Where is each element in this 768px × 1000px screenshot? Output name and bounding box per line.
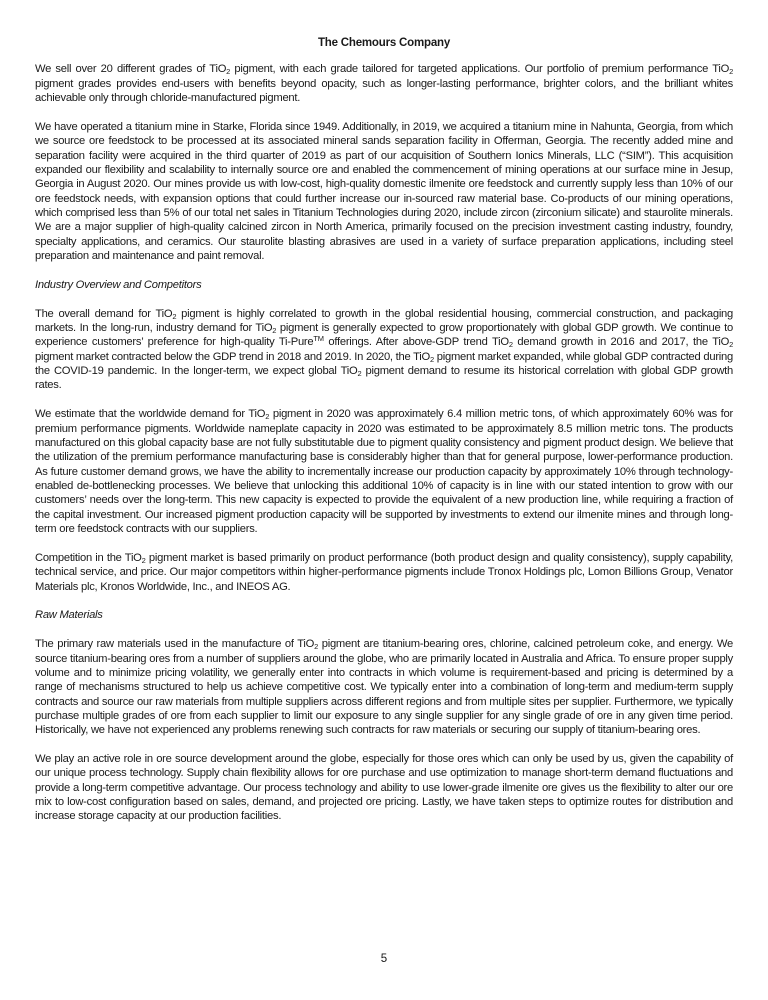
industry-paragraph-competition: Competition in the TiO$_2$ pigment market is based primarily on product performance (both product design and quality consistency), supply capability, technical service, and price. Our major competitors within higher-performance pigments include Tronox Holdings plc, Lomon Billions Group, Venator Materials plc, Kronos Worldwide, Inc., and INEOS AG. [35,551,733,593]
page-header-company-name: The Chemours Company [317,37,451,49]
section-heading-industry: Industry Overview and Competitors [35,278,202,291]
intro-paragraph-grades: We sell over 20 different grades of TiO$_2$ pigment, with each grade tailored for targeted applications. Our portfolio of premium performance TiO$_2$ pigment grades provides end-users with benefits beyond opacity, such as longer-lasting performance, brighter colors, and the brilliant whites achievable only through chloride-manufactured pigment. [35,63,733,105]
raw-materials-paragraph-ore-development: We play an active role in ore source development around the globe, especially for those ores which can only be used by us, given the capability of our unique process technology. Supply chain flexibility allows for ore purchase and use optimization to manage short-term demand fluctuations and provide a long-term competitive advantage. Our process technology and ability to use lower-grade ilmenite ore gives us the flexibility to alter our ore mix to low-cost configuration based on sales, demand, and projected ore pricing. Lastly, we have taken steps to optimize routes for distribution and increase storage capacity at our production facilities. [35,753,733,823]
raw-materials-paragraph-sourcing: The primary raw materials used in the manufacture of TiO$_2$ pigment are titanium-bearing ores, chlorine, calcined petroleum coke, and energy. We source titanium-bearing ores from a number of suppliers around the globe, who are primarily located in Australia and Africa. To ensure proper supply volume and to minimize pricing volatility, we generally enter into contracts in which volume is requirement-based and pricing is determined by a range of mechanisms structured to help us achieve competitive cost. We typically enter into a combination of long-term and medium-term supply contracts and source our raw materials from multiple suppliers across different regions and from multiple sites per supplier. Furthermore, we typically purchase multiple grades of ore from each supplier to limit our exposure to any single supplier for any single grade of ore in any given time period. Historically, we have not experienced any problems renewing such contracts for raw materials or securing our supply of titanium-bearing ores. [35,638,733,737]
section-heading-raw-materials: Raw Materials [35,609,103,622]
industry-paragraph-demand: The overall demand for TiO$_2$ pigment is highly correlated to growth in the global residential housing, commercial construction, and packaging markets. In the long-run, industry demand for TiO$_2$ pigment is generally expected to grow proportionately with global GDP growth. We continue to experience customers’ preference for high-quality Ti-Pure™ offerings. After above-GDP trend TiO$_2$ demand growth in 2016 and 2017, the TiO$_2$ pigment market contracted below the GDP trend in 2018 and 2019. In 2020, the TiO$_2$ pigment market expanded, while global GDP contracted during the COVID-19 pandemic. In the longer-term, we expect global TiO$_2$ pigment demand to resume its historical correlation with global GDP growth rates. [35,307,733,392]
intro-paragraph-mines: We have operated a titanium mine in Starke, Florida since 1949. Additionally, in 2019, we acquired a titanium mine in Nahunta, Georgia, from which we source ore feedstock to be processed at its associated mineral sands separation facility in Offerman, Georgia. The recently added mine and separation facility were acquired in the third quarter of 2019 as part of our acquisition of Southern Ionics Minerals, LLC (“SIM”). This acquisition expanded our flexibility and scalability to internally source ore and enabled the commencement of mining operations at our surface mine in Jesup, Georgia in August 2020. Our mines provide us with low-cost, high-quality domestic ilmenite ore feedstock and currently supply less than 10% of our ore feedstock needs, with expansion options that could further increase our in-sourced raw material base. Co-products of our mining operations, which comprised less than 5% of our total net sales in Titanium Technologies during 2020, include zircon (zirconium silicate) and staurolite minerals. We are a major supplier of high-quality calcined zircon in North America, primarily focused on the precision investment casting industry, foundry, specialty applications, and ceramics. Our staurolite blasting abrasives are used in a variety of surface preparation applications, including steel preparation and maintenance and paint removal. [35,120,733,262]
industry-paragraph-capacity: We estimate that the worldwide demand for TiO$_2$ pigment in 2020 was approximately 6.4 million metric tons, of which approximately 60% was for premium performance pigments. Worldwide nameplate capacity in 2020 was estimated to be approximately 8.5 million metric tons. The products manufactured on this global capacity base are not fully substitutable due to pigment quality consistency and pigment product design. We believe that the utilization of the premium performance manufacturing base is considerably higher than that for general purpose, lower-performance production. As future customer demand grows, we have the ability to incrementally increase our production capacity by approximately 10% through technology-enabled de-bottlenecking processes. We believe that unlocking this additional 10% of capacity is in line with our stated intention to grow with our customers’ needs over the long-term. This new capacity is expected to provide the equivalent of a new production line, while requiring a fraction of the capital investment. Our increased pigment production capacity will be supported by investments to extend our ilmenite mines and through long-term ore feedstock contracts with our suppliers. [35,408,733,535]
document-page [35,36,733,838]
page-number: 5 [380,953,388,965]
